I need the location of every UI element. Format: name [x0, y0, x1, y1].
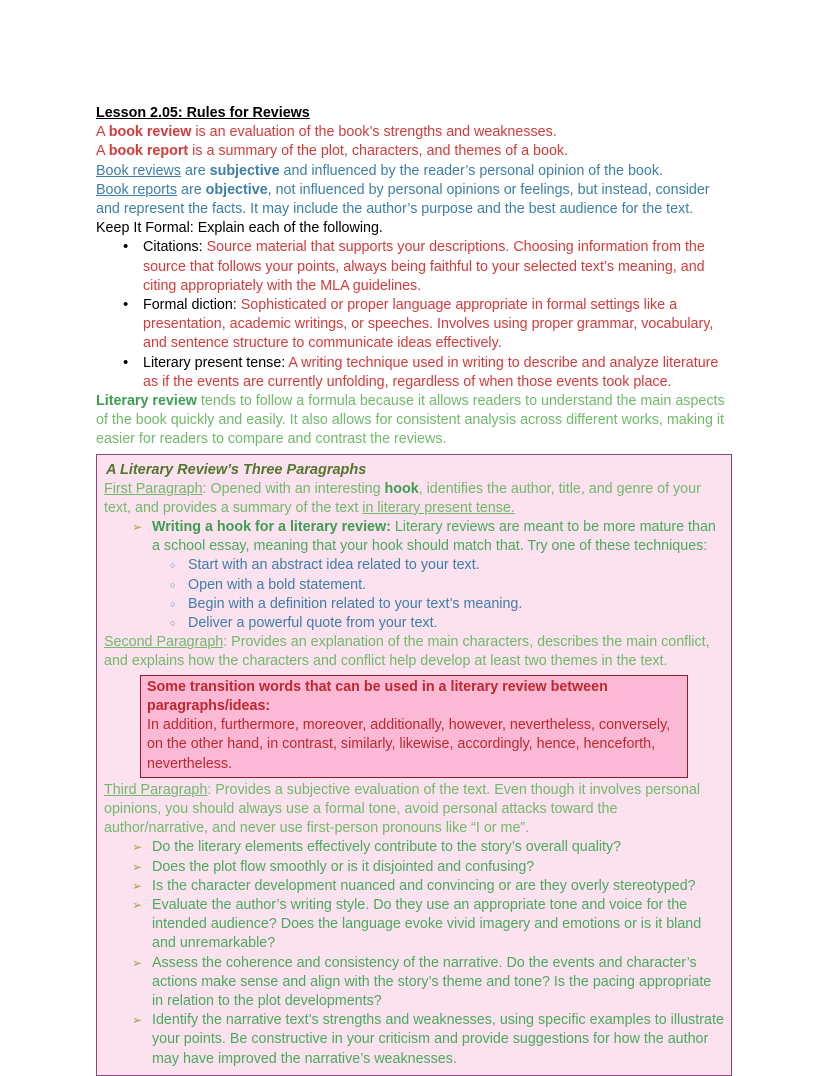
hook-bullet-label: Writing a hook for a literary review: [152, 519, 391, 536]
term-book-review: book review [108, 124, 192, 141]
intro-line-book-review: A book review is an evaluation of the book’s strengths and weaknesses. [96, 124, 557, 141]
transition-box-heading: Some transition words that can be used in a literary review between paragraphs/ideas: [147, 678, 608, 714]
document-content [96, 104, 734, 1076]
first-paragraph-label: First Paragraph [104, 480, 203, 497]
hook-bullet-list [104, 518, 724, 556]
literary-review-body: tends to follow a formula because it allows readers to understand the main aspects of the book quickly and easily. It also allows for consistent analysis across different works, making it easier for readers to compare and contrast the reviews. [96, 393, 725, 448]
list-item: ➢ Identify the narrative text’s strengths and weaknesses, using specific examples to illustrate your points. Be constructive in your criticism and provide suggestions for how the author may have improved the narrative’s weaknesses. [104, 1011, 724, 1069]
term-subjective: subjective [209, 162, 280, 179]
list-item: ○ Open with a bold statement. [104, 576, 724, 595]
hook-bullet-body: Literary reviews are meant to be more mature than a school essay, meaning that your hook should match that. Try one of these techniques: [152, 519, 716, 555]
bullet-label: Citations: [143, 239, 203, 256]
third-paragraph-text [104, 781, 724, 839]
list-item [96, 296, 734, 354]
bullet-label: Formal diction: [143, 297, 237, 314]
list-item [96, 354, 734, 392]
literary-review-paragraphs-box [96, 454, 732, 1076]
transition-box-body: In addition, furthermore, moreover, additionally, however, nevertheless, conversely, on the other hand, in contrast, similarly, likewise, accordingly, hence, henceforth, nevertheless. [147, 717, 671, 772]
formal-bullet-list [96, 238, 734, 392]
intro-line-book-reports-objective: Book reports are objective, not influenced by personal opinions or feelings, but instead, consider and represent the facts. It may include the author’s purpose and the best audience for the text. [96, 181, 710, 218]
page-title: Lesson 2.05: Rules for Reviews [96, 105, 310, 121]
term-book-reports: Book reports [96, 181, 178, 198]
list-item [96, 238, 734, 296]
third-paragraph-body: : Provides a subjective evaluation of the text. Even though it involves personal opinions, you should always use a formal tone, avoid personal attacks toward the author/narrative, and never use first-person pronouns like “I or me”. [104, 781, 701, 837]
term-book-report: book report [108, 143, 189, 160]
box-heading: A Literary Review’s Three Paragraphs [106, 461, 367, 478]
intro-block [96, 123, 734, 238]
bullet-body: Source material that supports your descriptions. Choosing information from the source that follows your points, always being faithful to your selected text’s meaning, and citing appropriately with the MLA guidelines. [143, 239, 705, 294]
list-item: ➢ Is the character development nuanced and convincing or are they overly stereotyped? [104, 877, 724, 896]
second-paragraph-label: Second Paragraph [104, 634, 224, 651]
intro-line-keep-it-formal: Keep It Formal: Explain each of the following. [96, 220, 383, 237]
list-item: ➢ Does the plot flow smoothly or is it disjointed and confusing? [104, 858, 724, 877]
bullet-label: Literary present tense: [143, 354, 286, 371]
list-item: ○ Start with an abstract idea related to your text. [104, 556, 724, 575]
hook-keyword: hook [384, 480, 419, 497]
list-item: ➢ Evaluate the author’s writing style. Do they use an appropriate tone and voice for the intended audience? Does the language evoke vivid imagery and emotions or is it bland and unremarkable? [104, 896, 724, 954]
list-item: ➢ Do the literary elements effectively contribute to the story’s overall quality? [104, 838, 724, 857]
intro-line-book-report: A book report is a summary of the plot, characters, and themes of a book. [96, 143, 569, 160]
list-item: ○ Deliver a powerful quote from your text. [104, 614, 724, 633]
list-item [104, 518, 724, 556]
first-paragraph-text [104, 480, 724, 518]
literary-review-lead: Literary review [96, 393, 197, 410]
first-paragraph-tail: in literary present tense. [362, 499, 515, 516]
second-paragraph-text [104, 633, 724, 671]
transition-words-box [140, 675, 688, 778]
third-paragraph-label: Third Paragraph [104, 781, 208, 798]
bullet-body: Sophisticated or proper language appropriate in formal settings like a presentation, academic writings, or speeches. Involves using proper grammar, vocabulary, and sentence structure to communicate ideas effectively. [143, 297, 714, 352]
list-item: ○ Begin with a definition related to your text’s meaning. [104, 595, 724, 614]
literary-review-paragraph [96, 392, 734, 450]
bullet-body: A writing technique used in writing to describe and analyze literature as if the events are currently unfolding, regardless of when those events took place. [143, 354, 719, 390]
list-item: ➢ Assess the coherence and consistency of the narrative. Do the events and character’s actions make sense and align with the story’s theme and tone? Is the pacing appropriate in relation to the plot developments? [104, 954, 724, 1012]
first-paragraph-part2: , identifies the author, title, and genre of your text, and provides a summary of the text [104, 480, 701, 516]
hook-techniques-list [104, 556, 724, 633]
first-paragraph-part1: : Opened with an interesting [202, 480, 385, 497]
second-paragraph-body: : Provides an explanation of the main characters, describes the main conflict, and explains how the characters and conflict help develop at least two themes in the text. [104, 634, 710, 670]
evaluation-questions-list [104, 838, 724, 1068]
term-objective: objective [205, 181, 268, 198]
term-book-reviews: Book reviews [96, 162, 182, 179]
intro-line-book-reviews-subjective: Book reviews are subjective and influenced by the reader’s personal opinion of the book. [96, 162, 663, 179]
